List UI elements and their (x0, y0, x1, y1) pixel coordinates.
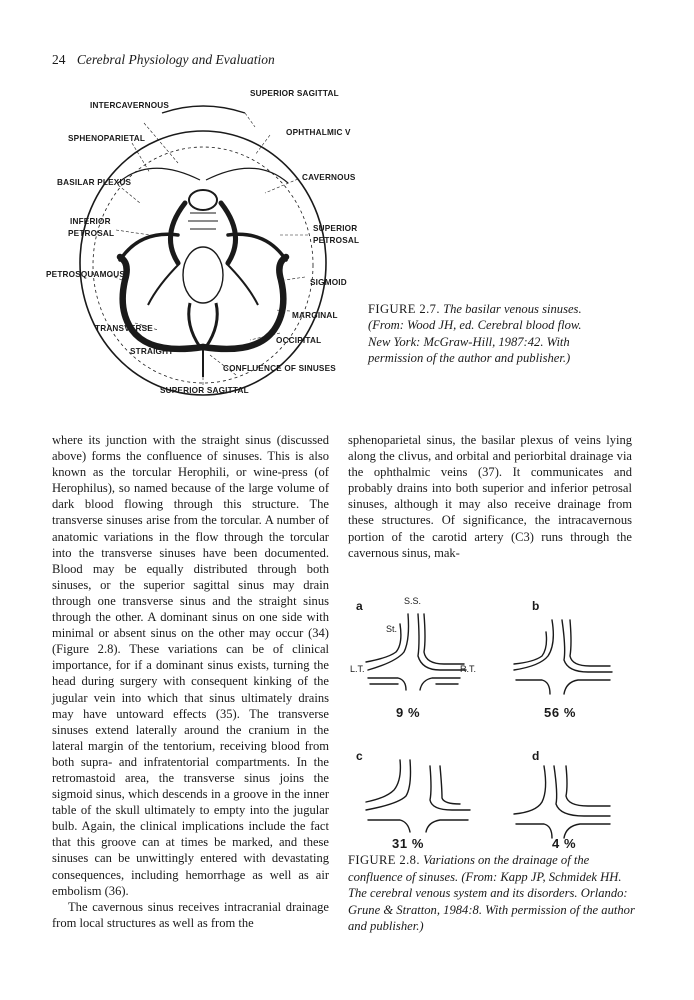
panel-d-letter: d (532, 749, 540, 763)
label-straight: STRAIGHT (130, 347, 174, 356)
running-title: Cerebral Physiology and Evaluation (76, 52, 275, 67)
label-sphenoparietal: SPHENOPARIETAL (68, 134, 146, 143)
panel-a-drawing (366, 614, 466, 690)
panel-c-percent: 31 % (392, 836, 425, 851)
label-petrosal-left: PETROSAL (68, 229, 115, 238)
label-st: St. (386, 624, 398, 634)
panel-d-percent: 4 % (552, 836, 577, 851)
panel-b-percent: 56 % (544, 705, 577, 720)
figure-2-8-diagram (348, 590, 638, 852)
figure-2-8-caption-label: FIGURE 2.8. (348, 853, 420, 867)
panel-a-percent: 9 % (396, 705, 421, 720)
figure-2-7-caption-label: FIGURE 2.7. (368, 302, 440, 316)
panel-b-letter: b (532, 599, 540, 613)
label-rt: R.T. (460, 664, 477, 674)
label-confluence: CONFLUENCE OF SINUSES (223, 364, 336, 373)
label-ophthalmic-v: OPHTHALMIC V (286, 128, 351, 137)
panel-a-letter: a (356, 599, 363, 613)
label-petrosquamous: PETROSQUAMOUS (46, 270, 126, 279)
label-transverse: TRANSVERSE (95, 324, 153, 333)
label-occipital: OCCIPITAL (276, 336, 322, 345)
paragraph-left-2: The cavernous sinus receives intracranial drainage from local structures as well as from the (52, 899, 329, 930)
figure-2-8-caption-text: Variations on the drainage of the confluence of sinuses. (From: Kapp JP, Schmidek HH. The cerebral venous system and its disorders. Orlando: Grune & Stratton, 1984:8. With permission of the author and publisher.) (348, 853, 635, 934)
label-marginal: MARGINAL (292, 311, 338, 320)
body-left-column (52, 432, 329, 931)
panel-c-drawing (366, 760, 470, 832)
panel-c-letter: c (356, 749, 363, 763)
label-lt: L.T. (350, 664, 365, 674)
figure-2-8-caption (348, 852, 638, 935)
superior-sagittal-top-line (162, 106, 245, 113)
panel-b-drawing (514, 620, 612, 694)
label-sigmoid: SIGMOID (310, 278, 347, 287)
foramen-magnum (183, 247, 223, 303)
running-head (52, 52, 275, 68)
label-cavernous: CAVERNOUS (302, 173, 356, 182)
transverse-sinus-right (203, 257, 286, 349)
body-right-column (348, 432, 632, 561)
panel-d-drawing (514, 766, 610, 838)
page-number: 24 (52, 52, 66, 67)
label-ss: S.S. (404, 596, 422, 606)
label-superior: SUPERIOR (313, 224, 358, 233)
figure-2-7-caption (368, 301, 588, 366)
figure-2-7-caption-text: The basilar venous sinuses. (From: Wood JH, ed. Cerebral blood flow. New York: McGraw-Hill, 1987:42. With permission of the author and publisher.) (368, 302, 582, 365)
label-inferior: INFERIOR (70, 217, 111, 226)
label-petrosal-right: PETROSAL (313, 236, 360, 245)
transverse-sinus-left (120, 257, 203, 349)
label-intercavernous: INTERCAVERNOUS (90, 101, 170, 110)
paragraph-right-1: sphenoparietal sinus, the basilar plexus of veins lying along the clivus, and orbital and periorbital drainage via the ophthalmic veins (37). It communicates and probably drains into both superior and inferior petrosal sinuses, although it may also receive drainage from these structures. Of significance, the intracavernous portion of the carotid artery (C3) runs through the cavernous sinus, mak- (348, 433, 632, 560)
label-basilar-plexus: BASILAR PLEXUS (57, 178, 132, 187)
label-superior-sagittal-top: SUPERIOR SAGITTAL (250, 89, 339, 98)
paragraph-left-1: where its junction with the straight sinus (discussed above) forms the confluence of sinuses. This is also known as the torcular Herophili, or wine-press (of Herophilus), so named because of the large volume of dark blood flowing through this structure. The transverse sinuses arise from the torcular. A number of anatomic variations in the flow through the torcular into the transverse sinuses have been documented. Blood may be equally distributed through both sinuses, or the superior sagittal sinus may drain through one transverse sinus and the straight sinus through the other. A dominant sinus on one side with minimal or absent sinus on the other may occur (34) (Figure 2.8). These variations can be of clinical importance, for if a dominant sinus exists, turning the head during surgery with consequent kinking of the jugular vein into which that sinus ultimately drains may have untoward effects (35). The transverse sinuses extend laterally around the cranium in the lateral margin of the tentorium, receiving blood from both supra- and infratentorial compartments. In the retromastoid area, the transverse sinus joins the sigmoid sinus, which descends in a groove in the inner table of the skull ultimately to empty into the jugular bulb. Again, the clinical implications include the fact that this groove can at times be marked, and these sinuses can be unwittingly entered with devastating consequences, including hemorrhage as well as air embolism (36). (52, 433, 329, 898)
figure-2-7-diagram (40, 85, 360, 400)
label-superior-sagittal-bottom: SUPERIOR SAGITTAL (160, 386, 249, 395)
